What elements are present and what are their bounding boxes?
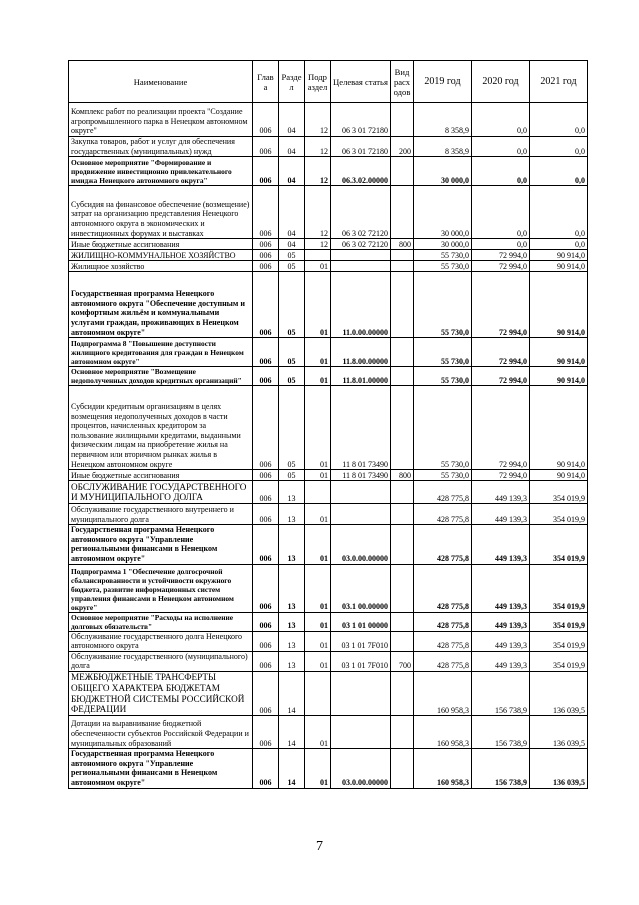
header-row [69, 61, 588, 103]
row-subsection: 01 [305, 504, 331, 525]
table-row [69, 564, 588, 612]
row-2019: 55 730,0 [414, 261, 472, 272]
row-2019: 428 775,8 [414, 631, 472, 651]
row-chapter: 006 [253, 749, 279, 788]
row-target-article: 11 8 01 73490 [331, 386, 391, 470]
row-chapter: 006 [253, 564, 279, 612]
row-expense-type [391, 157, 414, 186]
table-row [69, 157, 588, 186]
row-2021: 0,0 [530, 239, 588, 250]
header-2020: 2020 год [472, 61, 530, 103]
row-2020: 0,0 [472, 103, 530, 137]
row-name: Дотации на выравнивание бюджетной обеспеченности субъектов Российской Федерации и муниципальных образований [69, 716, 253, 749]
row-2020: 449 139,3 [472, 651, 530, 671]
row-target-article: 11.8.01.00000 [331, 367, 391, 386]
row-expense-type [391, 716, 414, 749]
row-2019: 428 775,8 [414, 481, 472, 504]
table-row [69, 525, 588, 564]
row-2019: 55 730,0 [414, 470, 472, 481]
row-2020: 449 139,3 [472, 612, 530, 631]
row-subsection [305, 250, 331, 261]
row-chapter: 006 [253, 470, 279, 481]
row-section: 05 [279, 261, 305, 272]
row-chapter: 006 [253, 261, 279, 272]
row-name: Иные бюджетные ассигнования [69, 239, 253, 250]
header-name: Наименование [69, 61, 253, 103]
row-expense-type [391, 261, 414, 272]
row-target-article: 03 1 01 7F010 [331, 651, 391, 671]
row-2021: 354 019,9 [530, 564, 588, 612]
row-section: 05 [279, 367, 305, 386]
row-2019: 30 000,0 [414, 186, 472, 239]
row-2021: 90 914,0 [530, 367, 588, 386]
row-subsection [305, 481, 331, 504]
row-name: Комплекс работ по реализации проекта "Создание агропромышленного парка в Ненецком автономном округе" [69, 103, 253, 137]
row-subsection: 01 [305, 716, 331, 749]
row-target-article: 06 3 01 72180 [331, 137, 391, 157]
row-name: Государственная программа Ненецкого автономного округа "Управление региональными финансами в Ненецком автономном округе" [69, 525, 253, 564]
row-chapter: 006 [253, 272, 279, 338]
row-name: ЖИЛИЩНО-КОММУНАЛЬНОЕ ХОЗЯЙСТВО [69, 250, 253, 261]
row-target-article [331, 671, 391, 715]
row-2020: 72 994,0 [472, 386, 530, 470]
header-2019: 2019 год [414, 61, 472, 103]
row-2021: 90 914,0 [530, 250, 588, 261]
row-2020: 0,0 [472, 137, 530, 157]
row-2021: 90 914,0 [530, 338, 588, 367]
row-2021: 0,0 [530, 186, 588, 239]
table-row [69, 749, 588, 788]
row-target-article: 03.0.00.00000 [331, 749, 391, 788]
table-row [69, 481, 588, 504]
row-2020: 156 738,9 [472, 749, 530, 788]
header-subsection: Подр аздел [305, 61, 331, 103]
row-2021: 90 914,0 [530, 261, 588, 272]
row-chapter: 006 [253, 239, 279, 250]
row-target-article: 06 3 01 72180 [331, 103, 391, 137]
row-target-article: 03.0.00.00000 [331, 525, 391, 564]
row-subsection: 12 [305, 103, 331, 137]
row-name: Субсидия на финансовое обеспечение (возмещение) затрат на организацию представления Ненецкого автономного округа в экономических и инвестиционных форумах и выставках [69, 186, 253, 239]
row-expense-type [391, 671, 414, 715]
row-2019: 428 775,8 [414, 564, 472, 612]
row-subsection: 01 [305, 612, 331, 631]
row-section: 14 [279, 749, 305, 788]
row-section: 13 [279, 504, 305, 525]
row-subsection: 01 [305, 525, 331, 564]
table-row [69, 272, 588, 338]
row-target-article: 11.0.00.00000 [331, 272, 391, 338]
row-section: 05 [279, 338, 305, 367]
row-2021: 0,0 [530, 137, 588, 157]
row-subsection: 01 [305, 631, 331, 651]
row-2019: 55 730,0 [414, 272, 472, 338]
row-expense-type [391, 186, 414, 239]
row-subsection: 01 [305, 261, 331, 272]
row-expense-type [391, 631, 414, 651]
header-target-article: Целевая статья [331, 61, 391, 103]
header-section: Разде л [279, 61, 305, 103]
row-chapter: 006 [253, 651, 279, 671]
row-name: МЕЖБЮДЖЕТНЫЕ ТРАНСФЕРТЫ ОБЩЕГО ХАРАКТЕРА БЮДЖЕТАМ БЮДЖЕТНОЙ СИСТЕМЫ РОССИЙСКОЙ ФЕДЕРАЦИИ [69, 671, 253, 715]
row-name: Подпрограмма 1 "Обеспечение долгосрочной сбалансированности и устойчивости окружного бюджета, развитие информационных систем управления финансами в Ненецком автономном округе" [69, 564, 253, 612]
row-2020: 72 994,0 [472, 470, 530, 481]
row-name: Иные бюджетные ассигнования [69, 470, 253, 481]
row-2021: 354 019,9 [530, 651, 588, 671]
row-2021: 136 039,5 [530, 716, 588, 749]
table-row [69, 250, 588, 261]
row-section: 14 [279, 671, 305, 715]
row-2020: 449 139,3 [472, 481, 530, 504]
row-expense-type [391, 564, 414, 612]
table-row [69, 239, 588, 250]
row-2021: 354 019,9 [530, 481, 588, 504]
row-target-article: 03.1 00.00000 [331, 564, 391, 612]
row-target-article: 11 8 01 73490 [331, 470, 391, 481]
row-section: 04 [279, 103, 305, 137]
row-section: 13 [279, 481, 305, 504]
row-chapter: 006 [253, 504, 279, 525]
row-target-article [331, 261, 391, 272]
row-2019: 428 775,8 [414, 651, 472, 671]
row-2019: 160 958,3 [414, 671, 472, 715]
row-subsection: 01 [305, 367, 331, 386]
row-2020: 72 994,0 [472, 367, 530, 386]
table-row [69, 137, 588, 157]
row-name: Обслуживание государственного долга Ненецкого автономного округа [69, 631, 253, 651]
row-expense-type [391, 525, 414, 564]
row-2020: 72 994,0 [472, 338, 530, 367]
row-section: 04 [279, 186, 305, 239]
row-chapter: 006 [253, 250, 279, 261]
row-2021: 354 019,9 [530, 525, 588, 564]
row-subsection: 01 [305, 386, 331, 470]
row-section: 13 [279, 564, 305, 612]
row-2021: 136 039,5 [530, 749, 588, 788]
row-expense-type: 800 [391, 239, 414, 250]
row-chapter: 006 [253, 525, 279, 564]
row-expense-type [391, 338, 414, 367]
table-row [69, 470, 588, 481]
row-subsection: 01 [305, 470, 331, 481]
row-2019: 55 730,0 [414, 338, 472, 367]
row-2021: 354 019,9 [530, 631, 588, 651]
row-2021: 136 039,5 [530, 671, 588, 715]
row-section: 13 [279, 525, 305, 564]
row-section: 05 [279, 272, 305, 338]
row-name: Основное мероприятие "Формирование и продвижение инвестиционно привлекательного имиджа Ненецкого автономного округа" [69, 157, 253, 186]
row-target-article: 06 3 02 72120 [331, 239, 391, 250]
row-chapter: 006 [253, 338, 279, 367]
row-2019: 30 000,0 [414, 157, 472, 186]
row-name: Субсидии кредитным организациям в целях возмещения недополученных доходов в части процентов, начисленных кредитором за пользование жилищными кредитами, выданными физическим лицам на приобретение жилья на первичном или вторичном рынках жилья в Ненецком автономном округе [69, 386, 253, 470]
row-section: 13 [279, 612, 305, 631]
row-section: 05 [279, 386, 305, 470]
row-2019: 30 000,0 [414, 239, 472, 250]
row-2019: 55 730,0 [414, 386, 472, 470]
row-section: 05 [279, 470, 305, 481]
row-2021: 354 019,9 [530, 504, 588, 525]
row-expense-type [391, 367, 414, 386]
row-subsection: 12 [305, 157, 331, 186]
table-row [69, 186, 588, 239]
row-subsection: 12 [305, 137, 331, 157]
row-chapter: 006 [253, 137, 279, 157]
row-2019: 55 730,0 [414, 367, 472, 386]
row-target-article: 11.8.00.00000 [331, 338, 391, 367]
row-name: Основное мероприятие "Расходы на исполнение долговых обязательств" [69, 612, 253, 631]
row-2020: 0,0 [472, 186, 530, 239]
header-expense-type: Вид расх одов [391, 61, 414, 103]
table-row [69, 367, 588, 386]
row-section: 14 [279, 716, 305, 749]
row-section: 05 [279, 250, 305, 261]
row-2019: 428 775,8 [414, 525, 472, 564]
row-expense-type [391, 386, 414, 470]
row-2021: 90 914,0 [530, 386, 588, 470]
row-2019: 428 775,8 [414, 612, 472, 631]
row-chapter: 006 [253, 631, 279, 651]
row-subsection: 01 [305, 651, 331, 671]
row-chapter: 006 [253, 671, 279, 715]
row-2019: 160 958,3 [414, 716, 472, 749]
table-row [69, 386, 588, 470]
row-section: 04 [279, 137, 305, 157]
row-target-article: 03 1 01 00000 [331, 612, 391, 631]
row-section: 13 [279, 651, 305, 671]
table-row [69, 671, 588, 715]
row-target-article [331, 716, 391, 749]
table-row [69, 631, 588, 651]
row-name: Обслуживание государственного (муниципального) долга [69, 651, 253, 671]
row-2020: 449 139,3 [472, 504, 530, 525]
row-subsection: 01 [305, 749, 331, 788]
table-row [69, 338, 588, 367]
row-chapter: 006 [253, 716, 279, 749]
row-chapter: 006 [253, 367, 279, 386]
row-2019: 55 730,0 [414, 250, 472, 261]
row-name: Подпрограмма 8 "Повышение доступности жилищного кредитования для граждан в Ненецком автономном округе" [69, 338, 253, 367]
row-expense-type [391, 749, 414, 788]
row-name: Закупка товаров, работ и услуг для обеспечения государственных (муниципальных) нужд [69, 137, 253, 157]
row-target-article: 06.3.02.00000 [331, 157, 391, 186]
row-2019: 160 958,3 [414, 749, 472, 788]
row-expense-type: 200 [391, 137, 414, 157]
row-2020: 72 994,0 [472, 272, 530, 338]
row-2021: 90 914,0 [530, 470, 588, 481]
row-chapter: 006 [253, 481, 279, 504]
row-expense-type [391, 272, 414, 338]
table-row [69, 612, 588, 631]
row-chapter: 006 [253, 157, 279, 186]
header-2021: 2021 год [530, 61, 588, 103]
row-target-article: 06 3 02 72120 [331, 186, 391, 239]
row-2021: 0,0 [530, 157, 588, 186]
row-subsection: 12 [305, 239, 331, 250]
row-target-article: 03 1 01 7F010 [331, 631, 391, 651]
row-2020: 156 738,9 [472, 716, 530, 749]
row-2020: 72 994,0 [472, 261, 530, 272]
row-2021: 90 914,0 [530, 272, 588, 338]
row-expense-type [391, 504, 414, 525]
row-expense-type [391, 481, 414, 504]
row-section: 04 [279, 157, 305, 186]
row-section: 13 [279, 631, 305, 651]
row-2019: 428 775,8 [414, 504, 472, 525]
row-2019: 8 358,9 [414, 103, 472, 137]
row-name: Жилищное хозяйство [69, 261, 253, 272]
row-name: Основное мероприятие "Возмещение недополученных доходов кредитных организаций" [69, 367, 253, 386]
table-row [69, 504, 588, 525]
row-expense-type [391, 612, 414, 631]
page-number: 7 [316, 839, 323, 854]
row-2020: 0,0 [472, 239, 530, 250]
row-name: ОБСЛУЖИВАНИЕ ГОСУДАРСТВЕННОГО И МУНИЦИПАЛЬНОГО ДОЛГА [69, 481, 253, 504]
row-name: Обслуживание государственного внутреннего и муниципального долга [69, 504, 253, 525]
row-subsection: 12 [305, 186, 331, 239]
row-2020: 449 139,3 [472, 564, 530, 612]
table-row [69, 716, 588, 749]
row-expense-type [391, 103, 414, 137]
row-2021: 354 019,9 [530, 612, 588, 631]
row-subsection: 01 [305, 564, 331, 612]
table-row [69, 103, 588, 137]
row-2020: 449 139,3 [472, 631, 530, 651]
row-expense-type: 700 [391, 651, 414, 671]
row-name: Государственная программа Ненецкого автономного округа "Обеспечение доступным и комфортным жильём и коммунальными услугами граждан, проживающих в Ненецком автономном округе" [69, 272, 253, 338]
row-target-article [331, 504, 391, 525]
row-chapter: 006 [253, 103, 279, 137]
row-target-article [331, 481, 391, 504]
row-2020: 0,0 [472, 157, 530, 186]
row-name: Государственная программа Ненецкого автономного округа "Управление региональными финансами в Ненецком автономном округе" [69, 749, 253, 788]
row-section: 04 [279, 239, 305, 250]
table-row [69, 261, 588, 272]
row-chapter: 006 [253, 386, 279, 470]
header-chapter: Глав а [253, 61, 279, 103]
row-subsection [305, 671, 331, 715]
table-row [69, 651, 588, 671]
row-2020: 72 994,0 [472, 250, 530, 261]
row-2019: 8 358,9 [414, 137, 472, 157]
row-chapter: 006 [253, 612, 279, 631]
row-chapter: 006 [253, 186, 279, 239]
row-subsection: 01 [305, 338, 331, 367]
row-2020: 449 139,3 [472, 525, 530, 564]
row-expense-type [391, 250, 414, 261]
budget-table [68, 60, 588, 789]
row-expense-type: 800 [391, 470, 414, 481]
row-2020: 156 738,9 [472, 671, 530, 715]
row-target-article [331, 250, 391, 261]
row-subsection: 01 [305, 272, 331, 338]
row-2021: 0,0 [530, 103, 588, 137]
